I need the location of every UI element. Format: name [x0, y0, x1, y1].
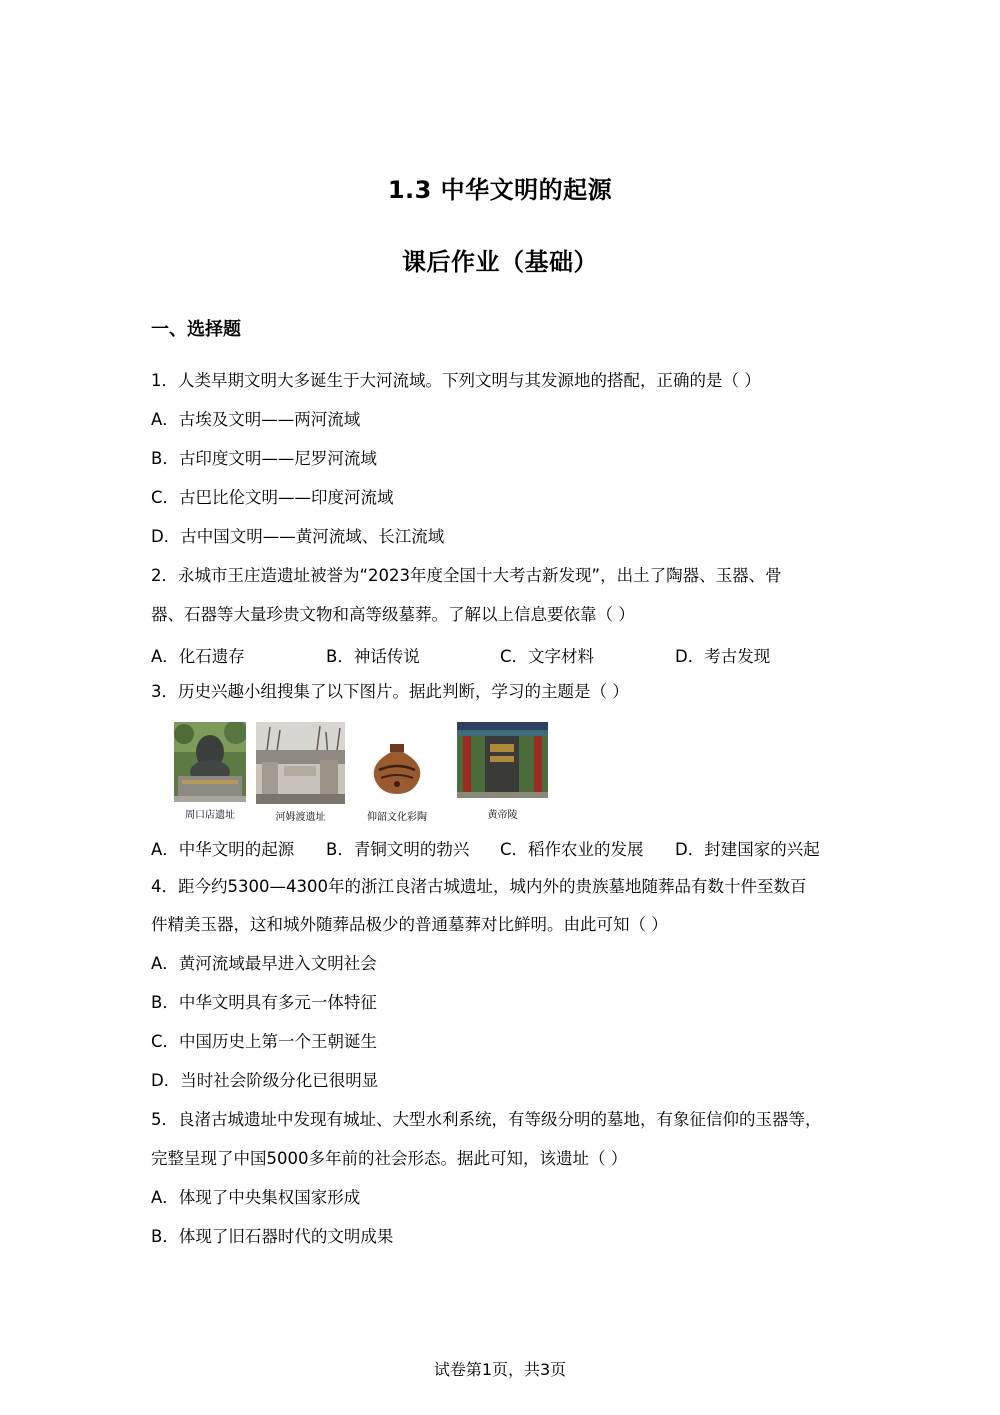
- question-2-option-a: A．化石遗存: [151, 647, 245, 666]
- question-5-option-a: A．体现了中央集权国家形成: [151, 1188, 361, 1207]
- question-4-option-d: D．当时社会阶级分化已很明显: [151, 1071, 379, 1090]
- yangshao-pottery-caption: 仰韶文化彩陶: [367, 812, 427, 823]
- question-4-option-c: C．中国历史上第一个王朝诞生: [151, 1032, 378, 1051]
- question-5-stem-line-1: 5．良渚古城遗址中发现有城址、大型水利系统，有等级分明的墓地，有象征信仰的玉器等，: [151, 1110, 822, 1129]
- page-title: 1.3 中华文明的起源: [387, 176, 613, 204]
- peking-man-statue-photo-icon: [174, 722, 246, 802]
- question-4-option-b: B．中华文明具有多元一体特征: [151, 993, 377, 1012]
- huangdi-mausoleum-caption: 黄帝陵: [487, 810, 518, 821]
- question-1-option-a: A．古埃及文明——两河流域: [151, 410, 361, 429]
- page-footer: 试卷第1页，共3页: [433, 1360, 567, 1379]
- question-5-stem-line-2: 完整呈现了中国5000多年前的社会形态。据此可知，该遗址（ ）: [151, 1149, 628, 1168]
- question-3-option-a: A．中华文明的起源: [151, 840, 295, 859]
- page-subtitle: 课后作业（基础）: [402, 248, 598, 276]
- question-3-option-d: D．封建国家的兴起: [675, 840, 820, 859]
- question-1-option-d: D．古中国文明——黄河流域、长江流域: [151, 527, 445, 546]
- question-2-option-c: C．文字材料: [500, 647, 595, 666]
- hemudu-site-photo-icon: [256, 722, 345, 804]
- huangdi-mausoleum-photo-icon: [457, 722, 548, 798]
- question-5-option-b: B．体现了旧石器时代的文明成果: [151, 1227, 394, 1246]
- question-3-option-b: B．青铜文明的勃兴: [326, 840, 470, 859]
- zhoukoudian-caption: 周口店遗址: [185, 810, 235, 821]
- question-1-stem: 1．人类早期文明大多诞生于大河流域。下列文明与其发源地的搭配，正确的是（ ）: [151, 371, 761, 390]
- hemudu-caption: 河姆渡遗址: [275, 812, 326, 823]
- question-1-option-c: C．古巴比伦文明——印度河流域: [151, 488, 394, 507]
- painted-pottery-photo-icon: [357, 722, 437, 802]
- question-3-stem: 3．历史兴趣小组搜集了以下图片。据此判断，学习的主题是（ ）: [151, 682, 629, 701]
- question-2-stem-line-1: 2．永城市王庄造遗址被誉为“2023年度全国十大考古新发现”，出土了陶器、玉器、骨: [151, 566, 782, 585]
- question-4-option-a: A．黄河流域最早进入文明社会: [151, 954, 377, 973]
- question-2-stem-line-2: 器、石器等大量珍贵文物和高等级墓葬。了解以上信息要依靠（ ）: [151, 605, 635, 624]
- question-2-option-d: D．考古发现: [675, 647, 771, 666]
- section-heading: 一、选择题: [151, 319, 241, 340]
- question-4-stem-line-1: 4．距今约5300—4300年的浙江良渚古城遗址，城内外的贵族墓地随葬品有数十件至数百: [151, 877, 807, 896]
- question-4-stem-line-2: 件精美玉器，这和城外随葬品极少的普通墓葬对比鲜明。由此可知（ ）: [151, 915, 668, 934]
- question-3-option-c: C．稻作农业的发展: [500, 840, 644, 859]
- question-2-option-b: B．神话传说: [326, 647, 420, 666]
- question-1-option-b: B．古印度文明——尼罗河流域: [151, 449, 377, 468]
